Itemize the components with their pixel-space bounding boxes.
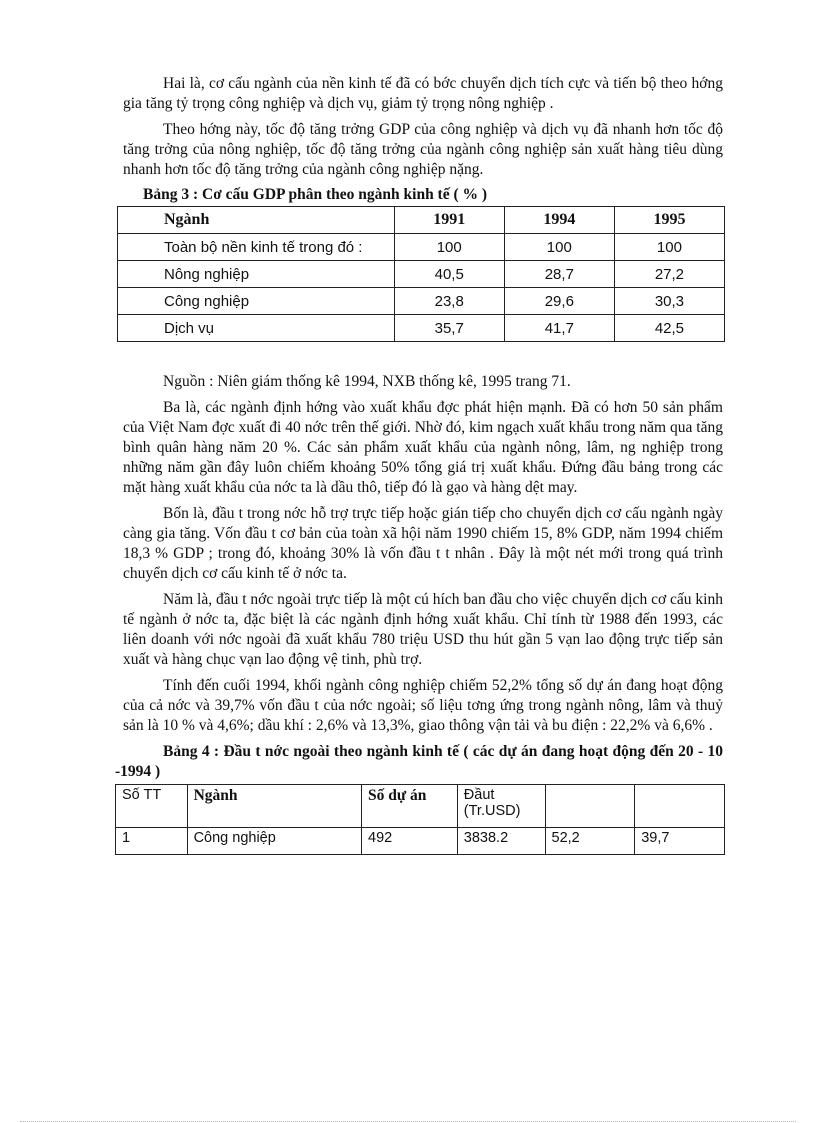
table-cell: 40,5 xyxy=(394,261,504,288)
page-bottom-border xyxy=(20,1121,796,1122)
table-cell: 1 xyxy=(116,828,188,855)
table-4 xyxy=(115,784,725,855)
table-header-cell xyxy=(545,785,635,828)
table-cell: 41,7 xyxy=(504,315,614,342)
table-cell: 52,2 xyxy=(545,828,635,855)
table-header-cell: Số dự án xyxy=(362,785,458,828)
table-cell: Toàn bộ nền kinh tế trong đó : xyxy=(118,234,395,261)
table-header-cell: 1991 xyxy=(394,207,504,234)
table-header-row xyxy=(118,207,725,234)
table-header-cell: Số TT xyxy=(116,785,188,828)
document-page xyxy=(115,74,723,855)
table-header-cell: Ngành xyxy=(187,785,361,828)
table-header-cell xyxy=(635,785,725,828)
table-cell: 100 xyxy=(504,234,614,261)
table-row xyxy=(118,288,725,315)
table-cell: 23,8 xyxy=(394,288,504,315)
table-header-cell: 1994 xyxy=(504,207,614,234)
table-row xyxy=(118,261,725,288)
table-3 xyxy=(117,206,725,342)
paragraph: Ba là, các ngành định hớng vào xuất khẩu đợc phát hiện mạnh. Đã có hơn 50 sản phẩm của Việt Nam đợc xuất đi 40 nớc trên thế giới. Nhờ đó, kim ngạch xuất khẩu trong năm qua tăng bình quân hàng năm 20 %. Các sản phẩm xuất khẩu của ngành nông, lâm, ng nghiệp trong những năm gần đây luôn chiếm khoảng 50% tổng giá trị xuất khẩu. Đứng đầu bảng trong các mặt hàng xuất khẩu của nớc ta là dầu thô, tiếp đó là gạo và hàng dệt may. xyxy=(123,399,723,496)
table-cell: 27,2 xyxy=(614,261,724,288)
table-cell: 28,7 xyxy=(504,261,614,288)
table-cell: 100 xyxy=(394,234,504,261)
table-header-cell: Ngành xyxy=(118,207,395,234)
table-row xyxy=(118,315,725,342)
table-cell: 29,6 xyxy=(504,288,614,315)
table-cell: 42,5 xyxy=(614,315,724,342)
table-row xyxy=(116,828,725,855)
table-header-row xyxy=(116,785,725,828)
table-header-cell: 1995 xyxy=(614,207,724,234)
source-note: Nguồn : Niên giám thống kê 1994, NXB thống kê, 1995 trang 71. xyxy=(163,373,571,390)
table-cell: Công nghiệp xyxy=(118,288,395,315)
table-cell: 100 xyxy=(614,234,724,261)
table-cell: Dịch vụ xyxy=(118,315,395,342)
table-row xyxy=(118,234,725,261)
paragraph: Năm là, đầu t nớc ngoài trực tiếp là một cú hích ban đầu cho việc chuyển dịch cơ cấu kinh tế ngành ở nớc ta, đặc biệt là các ngành định hớng xuất khẩu. Chỉ tính từ 1988 đến 1993, các liên doanh với nớc ngoài đã xuất khẩu 780 triệu USD thu hút gần 5 vạn lao động trực tiếp sản xuất và hàng chục vạn lao động vệ tinh, phù trợ. xyxy=(123,591,723,668)
table-cell: 492 xyxy=(362,828,458,855)
table-cell: 3838.2 xyxy=(457,828,545,855)
paragraph: Tính đến cuối 1994, khối ngành công nghiệp chiếm 52,2% tổng số dự án đang hoạt động của cả nớc và 39,7% vốn đầu t của nớc ngoài; số liệu tơng ứng trong ngành nông, lâm và thuỷ sản là 10 % và 4,6%; dầu khí : 2,6% và 13,3%, giao thông vận tải và bu điện : 22,2% và 6,6% . xyxy=(123,677,723,734)
table-cell: 35,7 xyxy=(394,315,504,342)
paragraph: Bốn là, đầu t trong nớc hỗ trợ trực tiếp hoặc gián tiếp cho chuyển dịch cơ cấu ngành ngày càng gia tăng. Vốn đầu t cơ bản của toàn xã hội năm 1990 chiếm 15, 8% GDP, năm 1994 chiếm 18,3 % GDP ; trong đó, khoảng 30% là vốn đầu t t nhân . Đây là một nét mới trong quá trình chuyển dịch cơ cấu kinh tế ở nớc ta. xyxy=(123,505,723,582)
paragraph: Theo hớng này, tốc độ tăng trởng GDP của công nghiệp và dịch vụ đã nhanh hơn tốc độ tăng trởng của nông nghiệp, tốc độ tăng trởng của ngành công nghiệp sản xuất hàng tiêu dùng nhanh hơn tốc độ tăng trởng của ngành công nghiệp nặng. xyxy=(123,121,723,178)
table-cell: Nông nghiệp xyxy=(118,261,395,288)
table-cell: 39,7 xyxy=(635,828,725,855)
table-3-caption: Bảng 3 : Cơ cấu GDP phân theo ngành kinh tế ( % ) xyxy=(143,186,488,203)
table-cell: 30,3 xyxy=(614,288,724,315)
table-4-caption: Bảng 4 : Đầu t nớc ngoài theo ngành kinh tế ( các dự án đang hoạt động đến 20 - 10 -1994 ) xyxy=(115,743,723,780)
paragraph: Hai là, cơ cấu ngành của nền kinh tế đã có bớc chuyển dịch tích cực và tiến bộ theo hớng gia tăng tỷ trọng công nghiệp và dịch vụ, giảm tỷ trọng nông nghiệp . xyxy=(123,75,723,112)
table-header-cell: Đầut (Tr.USD) xyxy=(457,785,545,828)
table-cell: Công nghiệp xyxy=(187,828,361,855)
